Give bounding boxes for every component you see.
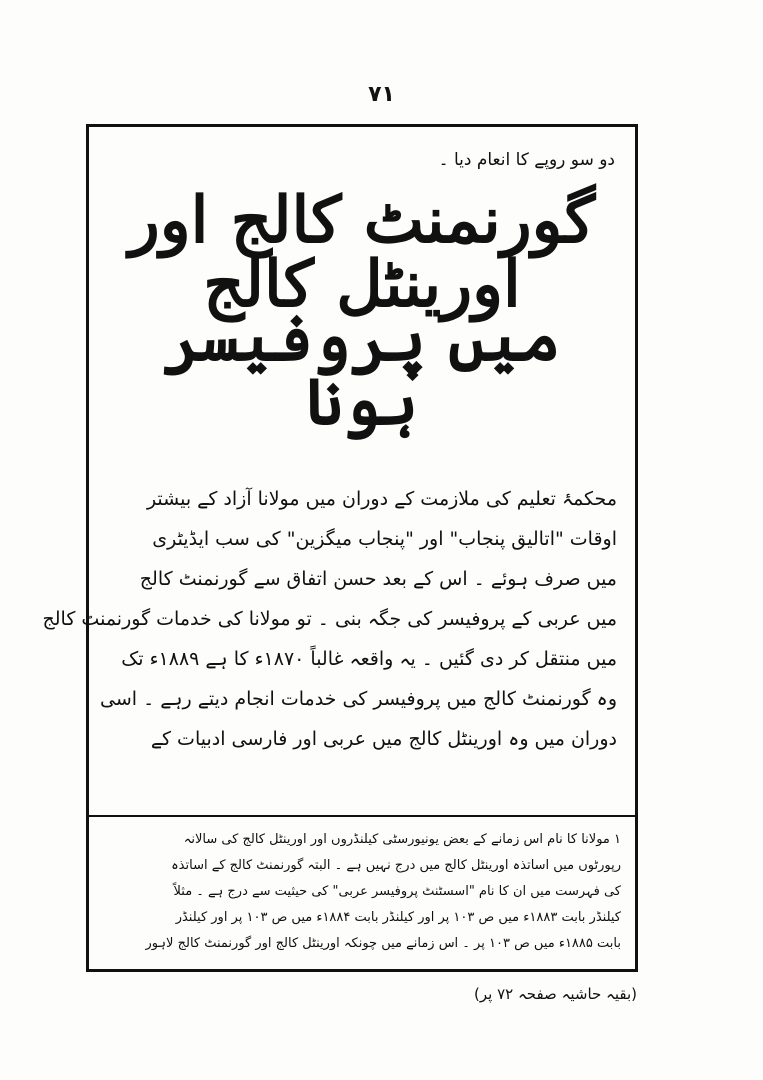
- body-line: میں صرف ہوئے ۔ اس کے بعد حسن اتفاق سے گورنمنٹ کالج: [139, 568, 617, 590]
- footnote-line: کی فہرست میں ان کا نام "اسسٹنٹ پروفیسر عربی" کی حیثیت سے درج ہے ۔ مثلاً: [173, 884, 621, 899]
- body-line: وہ گورنمنٹ کالج میں پروفیسر کی خدمات انجام دیتے رہے ۔ اسی: [100, 688, 617, 710]
- body-paragraph: [42, 479, 617, 759]
- content-frame: [42, 124, 638, 972]
- body-line: میں منتقل کر دی گئیں ۔ یہ واقعہ غالباً ۱۸۷۰ء کا ہے ۱۸۸۹ء تک: [121, 648, 617, 670]
- continuation-note: (بقیہ حاشیہ صفحہ ۷۲ پر): [474, 985, 637, 1003]
- body-line: اوقات "اتالیق پنجاب" اور "پنجاب میگزین" کی سب ایڈیٹری: [152, 528, 617, 550]
- body-line: محکمۂ تعلیم کی ملازمت کے دوران میں مولانا آزاد کے بیشتر: [146, 488, 617, 510]
- body-line: میں عربی کے پروفیسر کی جگہ بنی ۔ تو مولانا کی خدمات گورنمنٹ کالج: [42, 608, 617, 630]
- footnote-line: کیلنڈر بابت ۱۸۸۳ء میں ص ۱۰۳ پر اور کیلنڈر بابت ۱۸۸۴ء میں ص ۱۰۳ پر اور کیلنڈر: [175, 910, 621, 925]
- chapter-title-line-1: گورنمنٹ کالج اور اورینٹل کالج: [128, 183, 596, 322]
- footnote-line: ۱ مولانا کا نام اس زمانے کے بعض یونیورسٹی کیلنڈروں اور اورینٹل کالج کی سالانہ: [183, 832, 621, 847]
- footnotes: [101, 827, 621, 957]
- footnote-line: بابت ۱۸۸۵ء میں ص ۱۰۳ پر ۔ اس زمانے میں چونکہ اورینٹل کالج اور گورنمنٹ کالج لاہور: [145, 936, 621, 951]
- body-line: دوران میں وہ اورینٹل کالج میں عربی اور فارسی ادبیات کے: [150, 728, 617, 750]
- page-number: ۷۱: [368, 82, 395, 107]
- footnote-divider: [89, 815, 635, 817]
- intro-note: دو سو روپے کا انعام دیا ۔: [438, 150, 615, 170]
- footnote-line: رپورٹوں میں اساتذہ اورینٹل کالج میں درج نہیں ہے ۔ البتہ گورنمنٹ کالج کے اساتذہ: [171, 858, 621, 873]
- chapter-title-line-2: میں پروفیسر ہونا: [163, 301, 561, 440]
